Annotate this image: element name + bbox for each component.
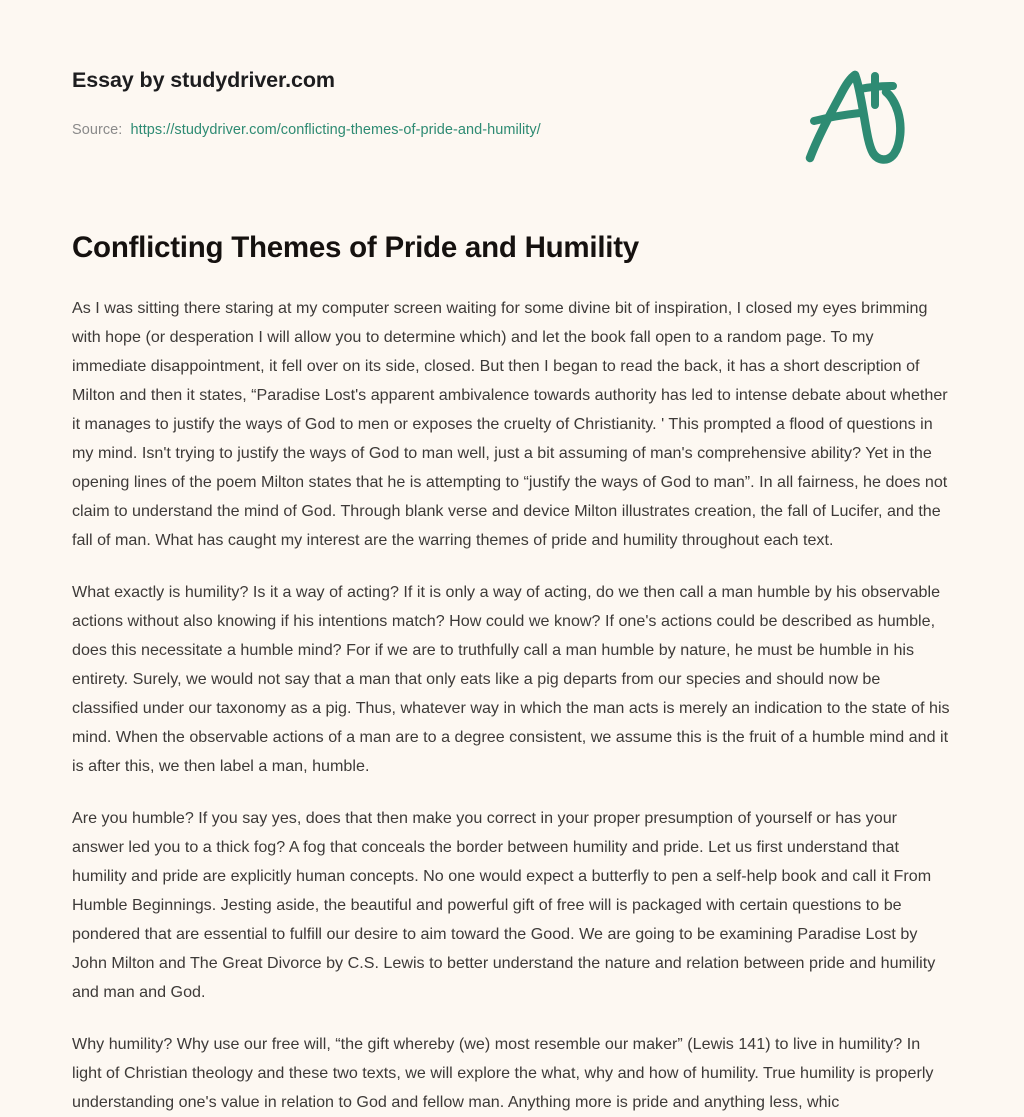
paragraph: What exactly is humility? Is it a way of acting? If it is only a way of acting, do we then call a man humble by his observable actions without also knowing if his intentions match? How could we know? If one's actions could be described as humble, does this necessitate a humble mind? For if we are to truthfully call a man humble by nature, he must be humble in his entirety. Surely, we would not say that a man that only eats like a pig departs from our species and should now be classified under our taxonomy as a pig. Thus, whatever way in which the man acts is merely an indication to the state of his mind. When the observable actions of a man are to a degree consistent, we assume this is the fruit of a humble mind and it is after this, we then label a man, humble.	[72, 583, 950, 775]
studydriver-logo[interactable]	[798, 58, 918, 173]
document-header	[64, 0, 960, 230]
source-line	[72, 122, 541, 138]
a-plus-icon	[798, 58, 918, 173]
article-body	[72, 294, 950, 1117]
page-title: Conflicting Themes of Pride and Humility	[72, 231, 639, 264]
paragraph: Why humility? Why use our free will, “the gift whereby (we) most resemble our maker” (Lewis 141) to live in humility? In light of Christian theology and these two texts, we will explore the what, why and how of humility. True humility is properly understanding one's value in relation to God and fellow man. Anything more is pride and anything less, whic	[72, 1035, 934, 1111]
paragraph: Are you humble? If you say yes, does that then make you correct in your proper presumption of yourself or has your answer led you to a thick fog? A fog that conceals the border between humility and pride. Let us first understand that humility and pride are explicitly human concepts. No one would expect a butterfly to pen a self-help book and call it From Humble Beginnings. Jesting aside, the beautiful and powerful gift of free will is packaged with certain questions to be pondered that are essential to fulfill our desire to aim toward the Good. We are going to be examining Paradise Lost by John Milton and The Great Divorce by C.S. Lewis to better understand the nature and relation between pride and humility and man and God.	[72, 809, 936, 1001]
source-url-link[interactable]: https://studydriver.com/conflicting-themes-of-pride-and-humility/	[130, 122, 541, 138]
paragraph: As I was sitting there staring at my computer screen waiting for some divine bit of inspiration, I closed my eyes brimming with hope (or desperation I will allow you to determine which) and let the book fall open to a random page. To my immediate disappointment, it fell over on its side, closed. But then I began to read the back, it has a short description of Milton and then it states, “Paradise Lost's apparent ambivalence towards authority has led to intense debate about whether it manages to justify the ways of God to men or exposes the cruelty of Christianity. ' This prompted a flood of questions in my mind. Isn't trying to justify the ways of God to man well, just a bit assuming of man's comprehensive ability? Yet in the opening lines of the poem Milton states that he is attempting to “justify the ways of God to man”. In all fairness, he does not claim to understand the mind of God. Through blank verse and device Milton illustrates creation, the fall of Lucifer, and the fall of man. What has caught my interest are the warring themes of pride and humility throughout each text.	[72, 299, 948, 549]
source-label: Source:	[72, 122, 123, 138]
essay-byline: Essay by studydriver.com	[72, 68, 335, 92]
article	[64, 230, 960, 1117]
